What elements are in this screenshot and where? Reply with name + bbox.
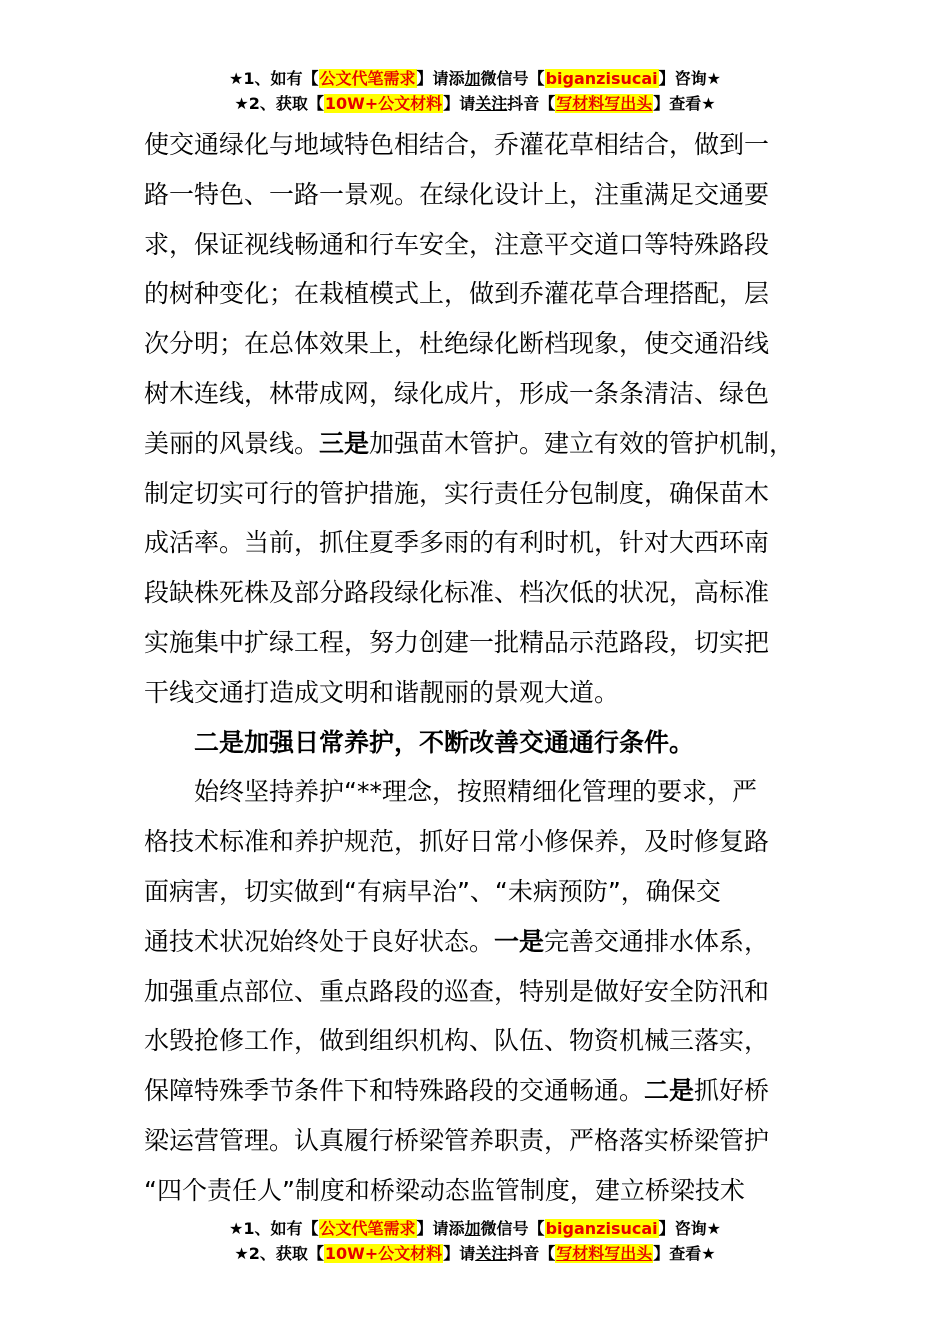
- body-line: 水毁抢修工作，做到组织机构、队伍、物资机械三落实，: [144, 1026, 770, 1056]
- promo-line-1-text-a: 】请添: [416, 69, 465, 88]
- body-line: 面病害，切实做到“有病早治”、“未病预防”，确保交: [144, 876, 721, 906]
- body-line: [144, 1066, 834, 1116]
- paragraph-first-line: 始终坚持养护“**理念，按照精细化管理的要求，严: [194, 777, 757, 807]
- promo-line-2-prefix: ★2、获取【: [234, 94, 324, 113]
- bold-marker: 一是: [494, 926, 545, 956]
- promo-line-2-highlight-douyin: 写材料写出头: [556, 94, 653, 113]
- body-line: “四个责任人”制度和桥梁动态监管制度，建立桥梁技术: [144, 1175, 745, 1205]
- body-line-text: 美丽的风景线。: [144, 428, 320, 458]
- promo-line-2-text-a: 】请: [443, 94, 476, 113]
- bold-marker: 三是: [319, 428, 370, 458]
- promo-line-1-text-c: 微信号【: [480, 69, 545, 88]
- body-line: 加强重点部位、重点路段的巡查，特别是做好安全防汛和: [144, 976, 770, 1006]
- promo-line-1-prefix: ★1、如有【: [229, 1219, 319, 1238]
- body-line: 次分明；在总体效果上，杜绝绿化断档现象，使交通沿线: [144, 329, 770, 359]
- promo-line-2-suffix: 】查看★: [653, 1244, 716, 1263]
- promo-line-1-highlight-wechat-id: biganzisucai: [545, 1219, 658, 1238]
- promo-line-1-text-c: 微信号【: [480, 1219, 545, 1238]
- body-line-text: 保障特殊季节条件下和特殊路段的交通畅通。: [144, 1076, 645, 1106]
- promo-line-2-text-c: 抖音【: [507, 1244, 556, 1263]
- body-line: 段缺株死株及部分路段绿化标准、档次低的状况，高标准: [144, 578, 770, 608]
- body-line: 路一特色、一路一景观。在绿化设计上，注重满足交通要: [144, 179, 770, 209]
- body-line: 的树种变化；在栽植模式上，做到乔灌花草合理搭配，层: [144, 279, 770, 309]
- body-line-text: 加强苗木管护。建立有效的管护机制，: [369, 428, 795, 458]
- promo-line-1-highlight-wechat-id: biganzisucai: [545, 69, 658, 88]
- body-line: 求，保证视线畅通和行车安全，注意平交道口等特殊路段: [144, 229, 770, 259]
- promo-line-2-highlight-douyin: 写材料写出头: [556, 1244, 653, 1263]
- promo-line-1-highlight-service: 公文代笔需求: [319, 1219, 416, 1238]
- body-line: 制定切实可行的管护措施，实行责任分包制度，确保苗木: [144, 478, 770, 508]
- promo-line-2: [0, 1241, 950, 1266]
- promo-line-2: [0, 91, 950, 116]
- promo-line-2-highlight-materials: 10W+公文材料: [324, 94, 443, 113]
- promo-line-2-text-b: 关注: [475, 94, 508, 113]
- body-line: 树木连线，林带成网，绿化成片，形成一条条清洁、绿色: [144, 378, 770, 408]
- body-line: 干线交通打造成文明和谐靓丽的景观大道。: [144, 677, 620, 707]
- body-line: [144, 419, 834, 469]
- promo-line-1-highlight-service: 公文代笔需求: [319, 69, 416, 88]
- section-heading: [144, 718, 834, 768]
- promo-line-1-prefix: ★1、如有【: [229, 69, 319, 88]
- promo-line-2-highlight-materials: 10W+公文材料: [324, 1244, 443, 1263]
- promo-line-2-text-b: 关注: [475, 1244, 508, 1263]
- body-line: 成活率。当前，抓住夏季多雨的有利时机，针对大西环南: [144, 528, 770, 558]
- body-line-text: 通技术状况始终处于良好状态。: [144, 926, 495, 956]
- bold-marker: 二是: [644, 1076, 695, 1106]
- promo-line-2-prefix: ★2、获取【: [234, 1244, 324, 1263]
- body-line: 实施集中扩绿工程，努力创建一批精品示范路段，切实把: [144, 627, 770, 657]
- document-body: [144, 120, 834, 1216]
- body-line-text: 抓好桥: [694, 1076, 770, 1106]
- promo-line-1-text-b: 加: [464, 69, 481, 88]
- header-promo-banner: [0, 66, 950, 116]
- body-line: [144, 917, 834, 967]
- body-line: 梁运营管理。认真履行桥梁管养职责，严格落实桥梁管护: [144, 1125, 770, 1155]
- promo-line-2-suffix: 】查看★: [653, 94, 716, 113]
- body-line: 使交通绿化与地域特色相结合，乔灌花草相结合，做到一: [144, 130, 770, 159]
- promo-line-1: [0, 66, 950, 91]
- promo-line-1-text-a: 】请添: [416, 1219, 465, 1238]
- section-heading-text: 二是加强日常养护，不断改善交通通行条件。: [194, 727, 695, 757]
- body-line-text: 完善交通排水体系，: [544, 926, 770, 956]
- promo-line-2-text-c: 抖音【: [507, 94, 556, 113]
- promo-line-1-text-b: 加: [464, 1219, 481, 1238]
- body-line: 格技术标准和养护规范，抓好日常小修保养，及时修复路: [144, 827, 770, 857]
- promo-line-1-suffix: 】咨询★: [658, 1219, 721, 1238]
- promo-line-2-text-a: 】请: [443, 1244, 476, 1263]
- footer-promo-banner: [0, 1216, 950, 1266]
- promo-line-1-suffix: 】咨询★: [658, 69, 721, 88]
- promo-line-1: [0, 1216, 950, 1241]
